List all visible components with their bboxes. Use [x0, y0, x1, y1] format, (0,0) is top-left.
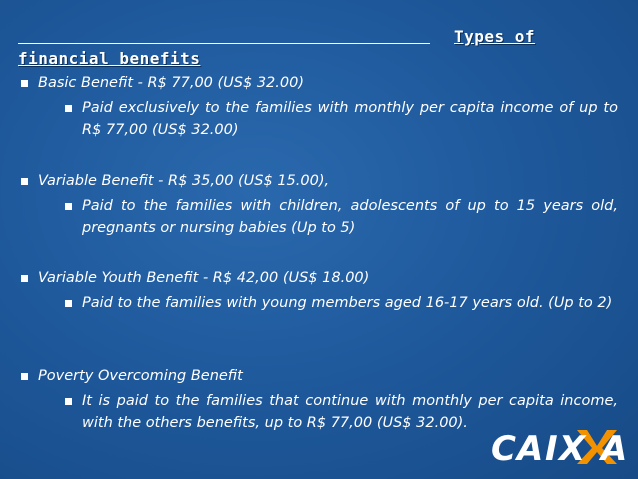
bullet-basic-benefit: Basic Benefit - R$ 77,00 (US$ 32.00) — [38, 75, 304, 91]
bullet-icon — [65, 398, 72, 405]
bullet-icon — [65, 203, 72, 210]
bullet-icon — [65, 300, 72, 307]
bullet-icon — [21, 178, 28, 185]
caixa-logo — [489, 424, 629, 466]
slide-title-part2: financial benefits — [18, 49, 201, 68]
sub-bullet-basic-benefit: Paid exclusively to the families with monthly per capita income of up to R$ 77,00 (US$ 32.00) — [82, 100, 618, 138]
bullet-variable-youth-benefit: Variable Youth Benefit - R$ 42,00 (US$ 18.00) — [38, 270, 370, 286]
sub-bullet-variable-benefit: Paid to the families with children, adolescents of up to 15 years old, pregnants or nursing babies (Up to 5) — [82, 198, 618, 236]
bullet-icon — [21, 80, 28, 87]
slide-title-part1: Types of — [454, 27, 536, 46]
logo-text-c: C — [491, 429, 516, 466]
logo-text-a2: A — [601, 429, 628, 466]
bullet-icon — [21, 275, 28, 282]
bullet-variable-benefit: Variable Benefit - R$ 35,00 (US$ 15.00), — [38, 173, 330, 189]
bullet-icon — [65, 105, 72, 112]
title-underline — [18, 29, 430, 44]
logo-text-a: A — [517, 429, 544, 466]
bullet-icon — [21, 373, 28, 380]
sub-bullet-variable-youth-benefit: Paid to the families with young members aged 16-17 years old. (Up to 2) — [82, 295, 613, 311]
bullet-poverty-overcoming-benefit: Poverty Overcoming Benefit — [38, 368, 243, 384]
sub-bullet-poverty-overcoming-benefit: It is paid to the families that continue with monthly per capita income, with the others benefits, up to R$ 77,00 (US$ 32.00). — [82, 393, 618, 431]
logo-text-x: X — [559, 429, 586, 466]
logo-text-i: I — [545, 429, 558, 466]
